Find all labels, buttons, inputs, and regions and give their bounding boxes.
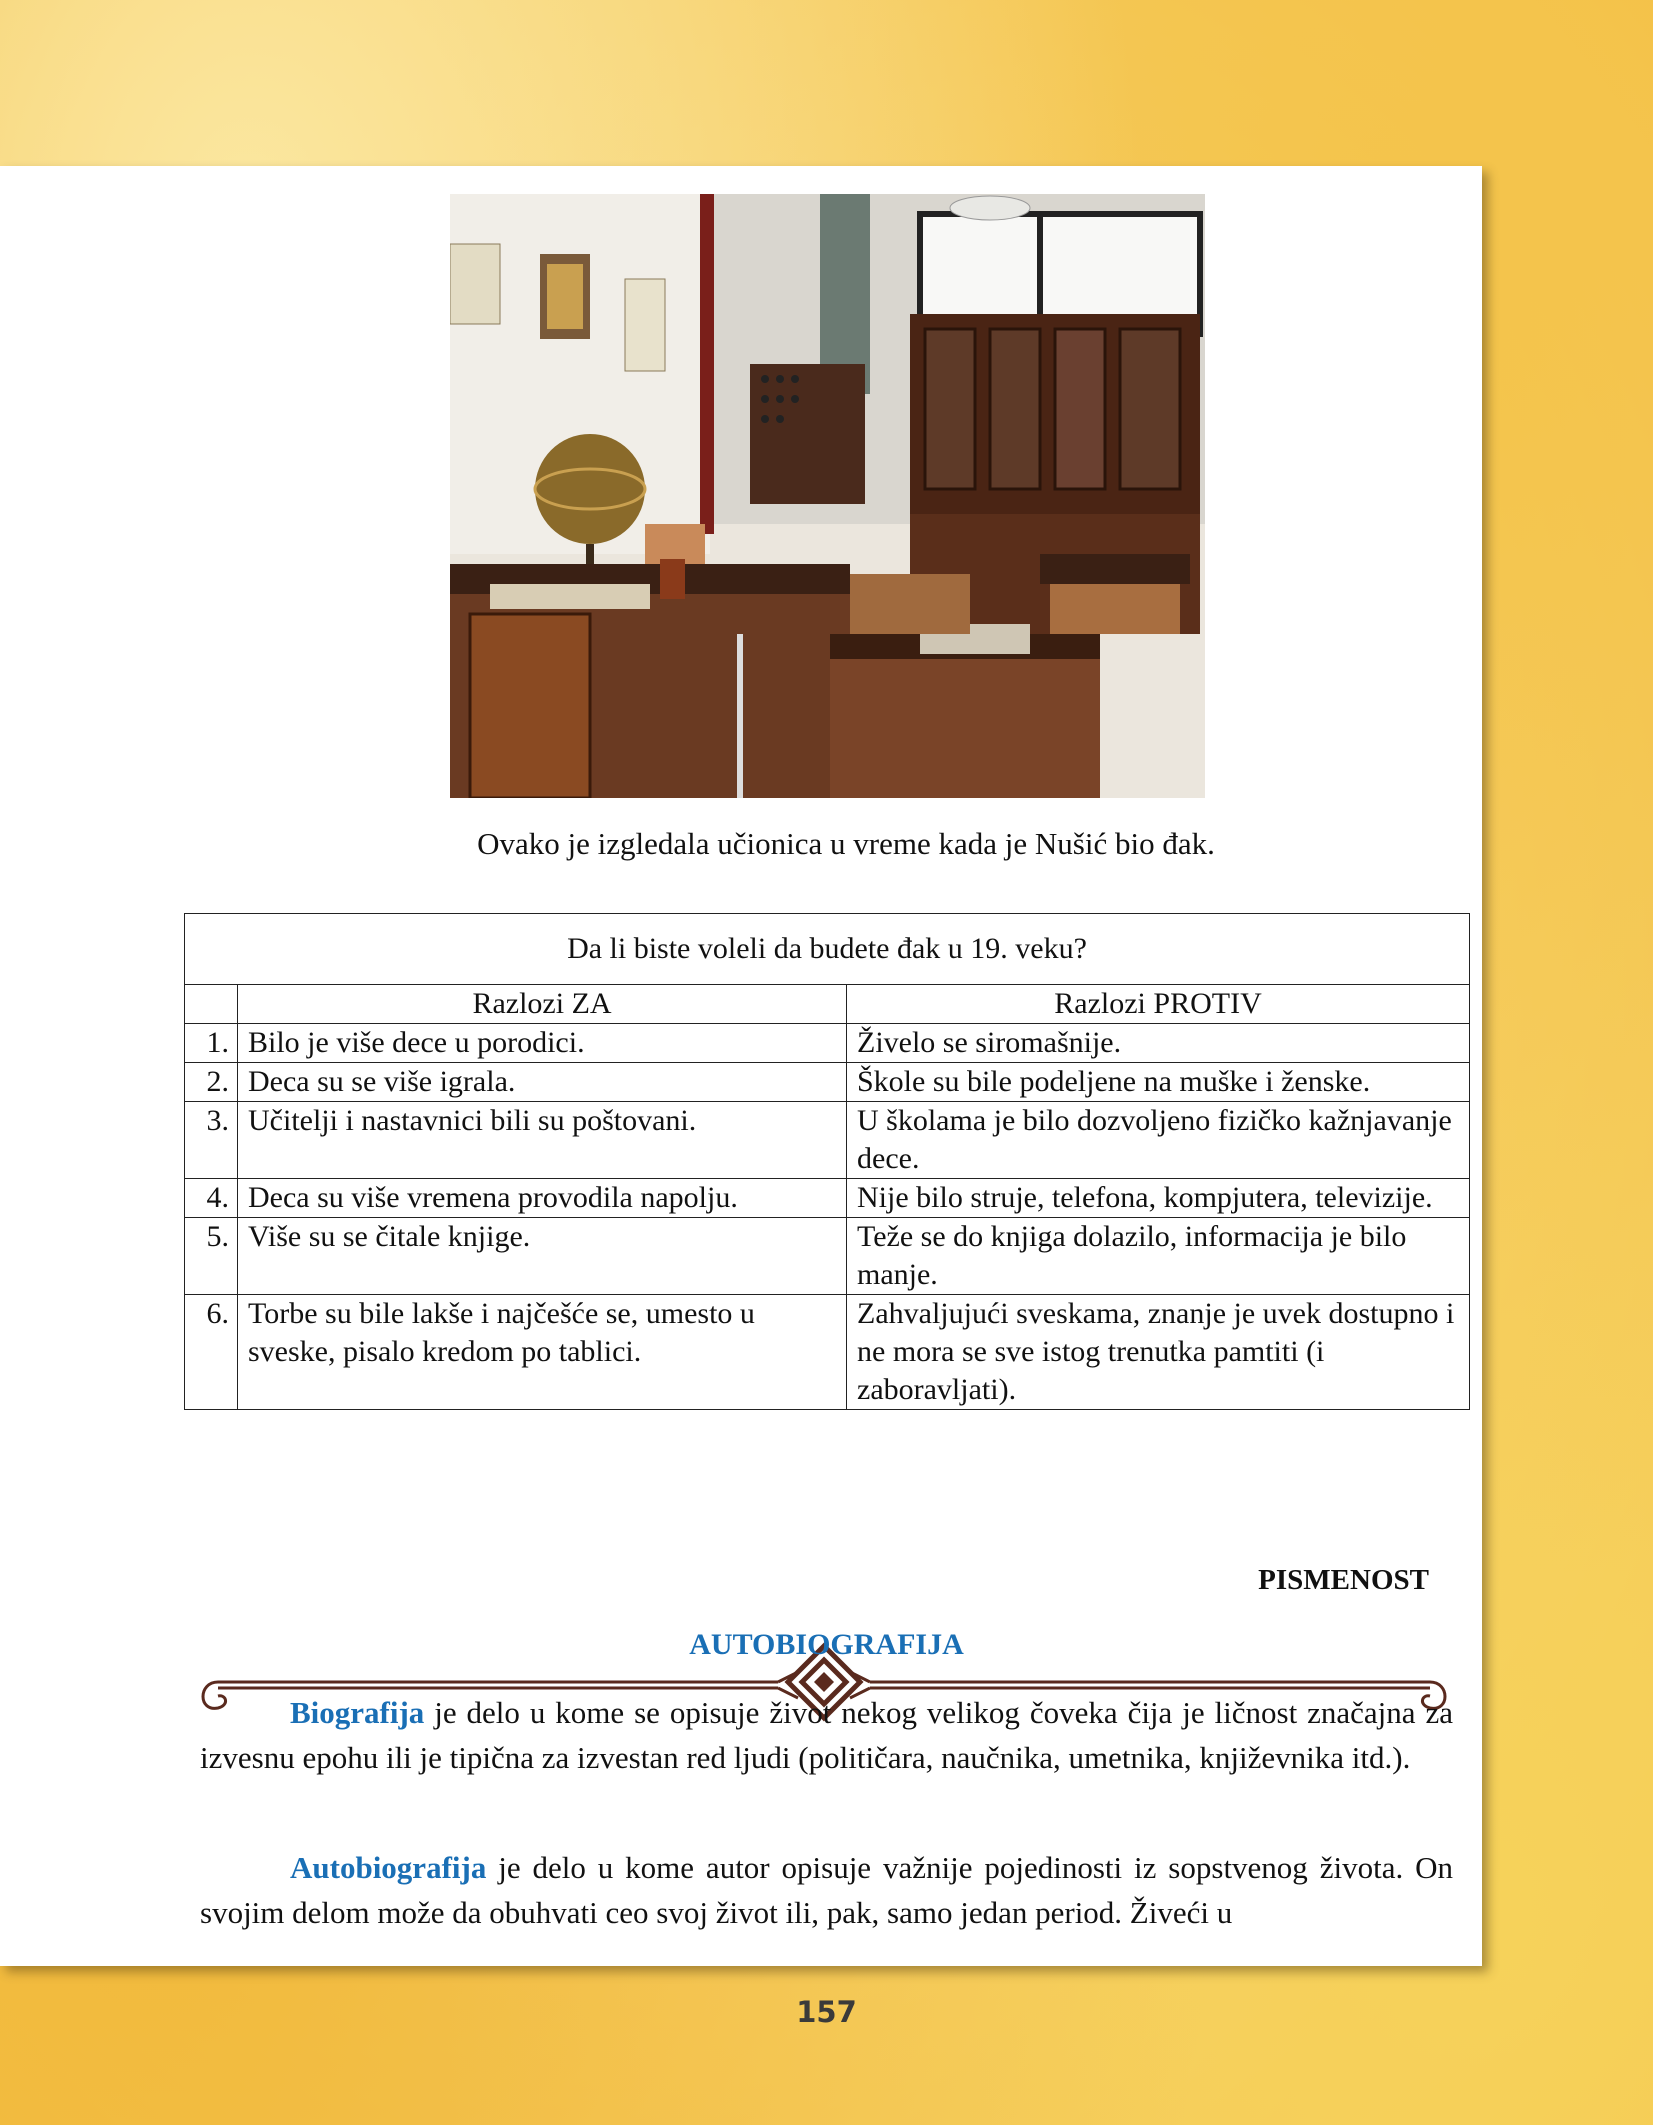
term-biografija: Biografija bbox=[290, 1695, 425, 1730]
section-label: PISMENOST bbox=[1258, 1564, 1429, 1596]
number-header-cell bbox=[185, 985, 238, 1024]
reason-against: Škole su bile podeljene na muške i ženske. bbox=[847, 1063, 1470, 1102]
row-number: 5. bbox=[185, 1218, 238, 1295]
table-row bbox=[185, 1179, 1470, 1218]
reason-for: Više su se čitale knjige. bbox=[238, 1218, 847, 1295]
reason-for: Bilo je više dece u porodici. bbox=[238, 1024, 847, 1063]
table-row bbox=[185, 1024, 1470, 1063]
row-number: 4. bbox=[185, 1179, 238, 1218]
classroom-illustration bbox=[450, 194, 1205, 798]
table-row bbox=[185, 1295, 1470, 1410]
reason-against: Teže se do knjiga dolazilo, informacija je bilo manje. bbox=[847, 1218, 1470, 1295]
reason-for: Deca su više vremena provodila napolju. bbox=[238, 1179, 847, 1218]
table-question: Da li biste voleli da budete đak u 19. veku? bbox=[185, 914, 1470, 985]
header-for: Razlozi ZA bbox=[238, 985, 847, 1024]
reason-for: Učitelji i nastavnici bili su poštovani. bbox=[238, 1102, 847, 1179]
paragraph-biografija bbox=[200, 1690, 1453, 1780]
reason-against: Zahvaljujući sveskama, znanje je uvek dostupno i ne mora se sve istog trenutka pamtiti (i zaboravljati). bbox=[847, 1295, 1470, 1410]
row-number: 1. bbox=[185, 1024, 238, 1063]
photo-caption: Ovako je izgledala učionica u vreme kada je Nušić bio đak. bbox=[477, 826, 1215, 861]
reason-for: Torbe su bile lakše i najčešće se, umesto u sveske, pisalo kredom po tablici. bbox=[238, 1295, 847, 1410]
paragraph-autobiografija bbox=[200, 1845, 1453, 1935]
classroom-photo bbox=[450, 194, 1205, 798]
header-row bbox=[185, 985, 1470, 1024]
paragraph-text: je delo u kome autor opisuje važnije pojedinosti iz sopstvenog života. On svojim delom može da obuhvati ceo svoj život ili, pak, samo jedan period. Živeći u bbox=[200, 1850, 1453, 1930]
reason-against: Živelo se siromašnije. bbox=[847, 1024, 1470, 1063]
page-number: 157 bbox=[796, 1995, 857, 2029]
row-number: 3. bbox=[185, 1102, 238, 1179]
table-row bbox=[185, 1218, 1470, 1295]
term-autobiografija: Autobiografija bbox=[290, 1850, 487, 1885]
table-row bbox=[185, 1102, 1470, 1179]
reason-against: U školama je bilo dozvoljeno fizičko kažnjavanje dece. bbox=[847, 1102, 1470, 1179]
row-number: 6. bbox=[185, 1295, 238, 1410]
section-heading: AUTOBIOGRAFIJA bbox=[689, 1628, 964, 1661]
paragraph-text: je delo u kome se opisuje život nekog velikog čoveka čija je ličnost značajna za izvesnu epohu ili je tipična za izvestan red ljudi (političara, naučnika, umetnika, književnika itd.). bbox=[200, 1695, 1453, 1775]
reason-against: Nije bilo struje, telefona, kompjutera, televizije. bbox=[847, 1179, 1470, 1218]
question-row bbox=[185, 914, 1470, 985]
row-number: 2. bbox=[185, 1063, 238, 1102]
table-row bbox=[185, 1063, 1470, 1102]
header-against: Razlozi PROTIV bbox=[847, 985, 1470, 1024]
reason-for: Deca su se više igrala. bbox=[238, 1063, 847, 1102]
reasons-table bbox=[184, 913, 1470, 1410]
